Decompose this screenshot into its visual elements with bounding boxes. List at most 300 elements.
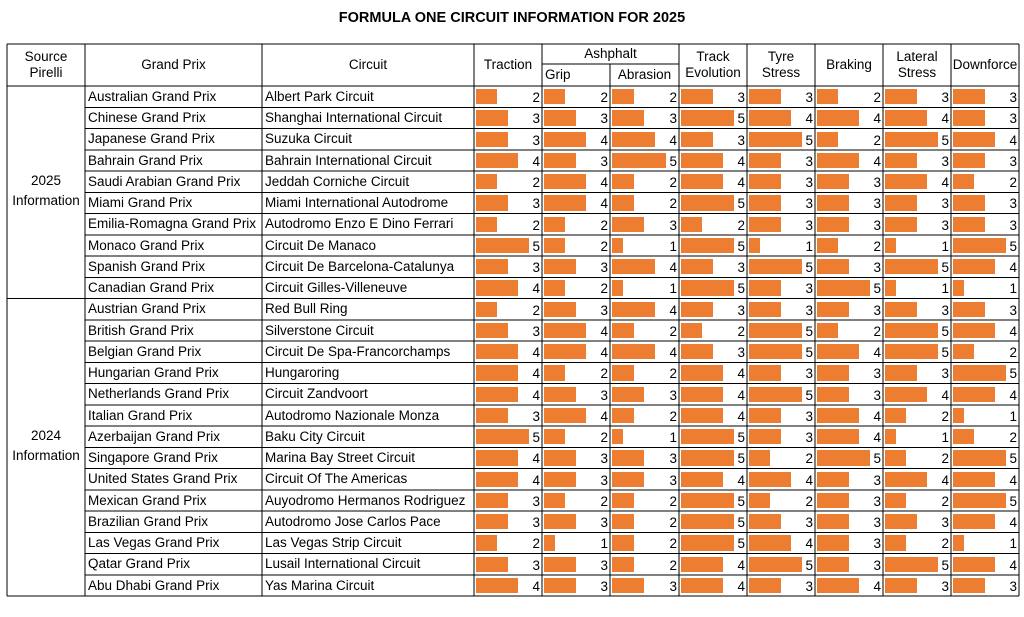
value-bar: [681, 89, 713, 104]
value-bar: [681, 535, 734, 550]
value-bar: [817, 238, 838, 253]
value-bar: [612, 302, 655, 317]
value-label: 3: [669, 451, 677, 467]
value-bar: [476, 153, 518, 168]
value-label: 4: [1009, 557, 1017, 573]
value-label: 4: [600, 345, 608, 360]
table-row-grand-prix: Abu Dhabi Grand Prix: [88, 577, 220, 593]
value-label: 2: [532, 90, 540, 105]
table-row-circuit: Auyodromo Hermanos Rodriguez: [265, 492, 466, 508]
value-label: 2: [600, 217, 608, 233]
value-bar: [612, 365, 634, 380]
value-label: 4: [737, 366, 745, 382]
value-bar: [681, 344, 713, 359]
value-label: 4: [669, 302, 677, 318]
value-bar: [817, 280, 870, 295]
table-row-circuit: Circuit Gilles-Villeneuve: [265, 280, 408, 296]
table-row-grand-prix: United States Grand Prix: [88, 471, 238, 487]
table-row-circuit: Marina Bay Street Circuit: [265, 450, 416, 466]
value-label: 3: [873, 260, 881, 275]
value-label: 2: [669, 493, 677, 509]
value-label: 2: [669, 557, 677, 573]
value-label: 3: [600, 111, 608, 127]
value-label: 4: [805, 536, 813, 552]
value-bar: [476, 259, 508, 274]
value-label: 4: [532, 451, 540, 467]
value-label: 4: [600, 175, 608, 190]
value-bar: [681, 280, 734, 295]
value-bar: [681, 493, 734, 508]
value-bar: [817, 450, 870, 465]
group-2025-line1: 2025: [30, 172, 62, 188]
value-label: 4: [600, 408, 608, 424]
value-label: 3: [737, 345, 745, 360]
value-label: 1: [805, 238, 813, 254]
header-tyre-line1: Tyre: [767, 48, 795, 64]
value-label: 4: [1009, 260, 1017, 275]
value-bar: [749, 344, 802, 359]
value-label: 3: [600, 302, 608, 318]
value-bar: [681, 429, 734, 444]
value-label: 2: [1009, 175, 1017, 190]
value-bar: [544, 535, 555, 550]
value-bar: [544, 132, 586, 147]
value-label: 3: [805, 175, 813, 190]
value-label: 5: [805, 132, 813, 148]
value-label: 3: [805, 578, 813, 594]
value-label: 4: [532, 387, 540, 403]
value-label: 3: [669, 387, 677, 403]
value-bar: [953, 174, 974, 189]
value-label: 5: [737, 111, 745, 127]
value-label: 4: [873, 111, 881, 127]
value-bar: [681, 387, 723, 402]
value-bar: [476, 174, 497, 189]
header-abrasion: Abrasion: [617, 66, 672, 82]
header-source-line2: Pirelli: [29, 65, 63, 80]
value-label: 2: [600, 366, 608, 382]
value-bar: [544, 514, 576, 529]
value-label: 3: [600, 515, 608, 530]
value-bar: [953, 259, 995, 274]
value-bar: [749, 302, 781, 317]
value-bar: [544, 153, 576, 168]
value-label: 5: [941, 345, 949, 360]
value-bar: [681, 450, 734, 465]
table-row-grand-prix: Las Vegas Grand Prix: [88, 535, 220, 551]
value-bar: [749, 280, 781, 295]
value-bar: [953, 110, 985, 125]
value-label: 1: [669, 430, 677, 445]
value-bar: [476, 217, 497, 232]
table-row-grand-prix: Canadian Grand Prix: [88, 280, 215, 296]
value-bar: [817, 217, 849, 232]
value-bar: [544, 89, 565, 104]
value-label: 2: [669, 536, 677, 552]
group-2024-line1: 2024: [30, 427, 62, 443]
value-bar: [476, 472, 518, 487]
header-asphalt: Ashphalt: [584, 45, 637, 61]
table-row-grand-prix: Monaco Grand Prix: [88, 237, 205, 253]
value-label: 3: [532, 515, 540, 530]
value-bar: [885, 323, 938, 338]
value-bar: [817, 387, 849, 402]
value-label: 2: [941, 451, 949, 467]
value-label: 3: [532, 493, 540, 509]
value-bar: [749, 132, 802, 147]
value-label: 1: [941, 281, 949, 297]
value-bar: [544, 302, 576, 317]
value-bar: [885, 472, 927, 487]
value-label: 2: [600, 90, 608, 105]
value-label: 3: [532, 260, 540, 275]
value-bar: [476, 238, 529, 253]
table-row-circuit: Circuit De Barcelona-Catalunya: [265, 258, 455, 274]
value-label: 3: [532, 408, 540, 424]
value-bar: [817, 110, 859, 125]
value-label: 4: [805, 111, 813, 127]
value-bar: [817, 174, 849, 189]
value-label: 4: [941, 387, 949, 403]
value-label: 4: [532, 345, 540, 360]
value-bar: [885, 259, 938, 274]
value-label: 5: [1009, 238, 1017, 254]
value-label: 3: [873, 217, 881, 233]
table-row-circuit: Autodromo Jose Carlos Pace: [265, 513, 441, 529]
table-row-circuit: Hungaroring: [265, 365, 340, 381]
value-label: 3: [600, 557, 608, 573]
value-label: 1: [1009, 408, 1017, 424]
value-label: 5: [1009, 451, 1017, 467]
table-row-grand-prix: Spanish Grand Prix: [88, 258, 206, 274]
header-grand-prix: Grand Prix: [141, 56, 206, 72]
table-row-grand-prix: Italian Grand Prix: [88, 407, 193, 423]
value-bar: [817, 344, 859, 359]
value-bar: [681, 323, 702, 338]
value-bar: [953, 323, 995, 338]
value-label: 5: [737, 430, 745, 445]
value-label: 3: [873, 493, 881, 509]
header-lateral-stress: [883, 44, 951, 86]
value-bar: [612, 344, 655, 359]
value-bar: [817, 323, 838, 338]
value-label: 1: [669, 281, 677, 297]
value-label: 3: [600, 387, 608, 403]
value-label: 1: [941, 238, 949, 254]
value-label: 3: [532, 196, 540, 212]
value-label: 5: [737, 536, 745, 552]
value-label: 2: [669, 90, 677, 105]
table-row-grand-prix: Austrian Grand Prix: [88, 301, 206, 317]
header-lateral-line2: Stress: [897, 65, 937, 80]
value-label: 1: [1009, 536, 1017, 552]
value-label: 4: [600, 132, 608, 148]
value-bar: [681, 153, 723, 168]
value-label: 5: [873, 451, 881, 467]
value-bar: [544, 387, 576, 402]
value-bar: [544, 238, 565, 253]
value-bar: [476, 110, 508, 125]
value-bar: [953, 450, 1006, 465]
value-label: 3: [600, 578, 608, 594]
value-bar: [885, 280, 896, 295]
value-label: 5: [669, 153, 677, 169]
value-label: 2: [805, 493, 813, 509]
table-row-circuit: Red Bull Ring: [265, 301, 348, 317]
value-label: 5: [805, 260, 813, 275]
header-traction: Traction: [483, 56, 533, 72]
value-label: 3: [532, 323, 540, 339]
value-label: 4: [600, 323, 608, 339]
value-label: 5: [805, 557, 813, 573]
table-row-grand-prix: Bahrain Grand Prix: [88, 152, 203, 168]
value-label: 4: [941, 175, 949, 190]
table-row-circuit: Bahrain International Circuit: [265, 152, 432, 168]
table-row-circuit: Circuit De Spa-Francorchamps: [265, 343, 451, 359]
table-row-grand-prix: Qatar Grand Prix: [88, 556, 191, 572]
value-bar: [885, 514, 917, 529]
table-row-circuit: Autodromo Enzo E Dino Ferrari: [265, 216, 454, 232]
value-label: 5: [737, 515, 745, 530]
value-bar: [817, 259, 849, 274]
value-bar: [953, 408, 964, 423]
value-bar: [476, 344, 518, 359]
value-bar: [817, 493, 849, 508]
value-bar: [817, 578, 859, 593]
value-bar: [612, 408, 634, 423]
value-label: 4: [737, 472, 745, 488]
value-bar: [476, 89, 497, 104]
value-bar: [681, 217, 702, 232]
value-label: 4: [873, 430, 881, 445]
value-label: 4: [669, 132, 677, 148]
value-label: 5: [737, 238, 745, 254]
value-label: 3: [941, 196, 949, 212]
value-bar: [681, 259, 713, 274]
value-bar: [885, 302, 917, 317]
value-bar: [612, 323, 634, 338]
value-bar: [612, 514, 634, 529]
header-source: [7, 44, 85, 86]
value-bar: [817, 535, 849, 550]
table-row-circuit: Shanghai International Circuit: [265, 110, 443, 126]
value-label: 3: [873, 196, 881, 212]
value-label: 4: [805, 472, 813, 488]
header-circuit: Circuit: [348, 56, 388, 72]
value-label: 4: [737, 557, 745, 573]
value-bar: [885, 535, 906, 550]
value-bar: [612, 387, 644, 402]
group-2024-information: [7, 296, 85, 596]
header-braking: Braking: [826, 56, 872, 72]
value-label: 4: [1009, 472, 1017, 488]
value-label: 2: [805, 451, 813, 467]
value-bar: [544, 323, 586, 338]
value-label: 3: [941, 366, 949, 382]
value-bar: [612, 217, 644, 232]
value-label: 3: [805, 217, 813, 233]
table-row-grand-prix: Hungarian Grand Prix: [88, 365, 219, 381]
value-label: 4: [737, 153, 745, 169]
value-label: 3: [532, 557, 540, 573]
group-2025-line2: Information: [12, 193, 80, 208]
value-label: 1: [600, 536, 608, 552]
value-label: 3: [941, 515, 949, 530]
value-label: 4: [669, 260, 677, 275]
value-label: 3: [1009, 196, 1017, 212]
value-label: 3: [737, 90, 745, 105]
value-label: 4: [1009, 132, 1017, 148]
value-bar: [953, 387, 995, 402]
table-row-grand-prix: Chinese Grand Prix: [88, 110, 206, 126]
value-bar: [953, 132, 995, 147]
value-bar: [612, 238, 623, 253]
header-source-line1: Source: [24, 48, 68, 64]
value-bar: [953, 280, 964, 295]
value-bar: [612, 578, 644, 593]
value-label: 2: [600, 493, 608, 509]
value-bar: [612, 132, 655, 147]
value-bar: [681, 514, 734, 529]
value-bar: [885, 429, 896, 444]
value-bar: [749, 89, 781, 104]
value-bar: [612, 450, 644, 465]
value-bar: [953, 302, 985, 317]
value-bar: [749, 429, 781, 444]
value-bar: [612, 89, 634, 104]
value-label: 3: [669, 578, 677, 594]
value-label: 3: [669, 111, 677, 127]
value-label: 5: [1009, 366, 1017, 382]
value-bar: [749, 535, 791, 550]
value-bar: [817, 408, 859, 423]
value-label: 3: [941, 302, 949, 318]
value-bar: [885, 238, 896, 253]
value-bar: [612, 195, 634, 210]
table-row-circuit: Baku City Circuit: [265, 428, 365, 444]
value-label: 5: [737, 196, 745, 212]
value-label: 3: [805, 196, 813, 212]
value-bar: [817, 365, 849, 380]
value-label: 3: [600, 472, 608, 488]
value-label: 3: [532, 132, 540, 148]
value-label: 2: [941, 536, 949, 552]
value-bar: [681, 238, 734, 253]
value-bar: [612, 259, 655, 274]
value-bar: [953, 557, 995, 572]
value-bar: [749, 387, 802, 402]
value-bar: [749, 557, 802, 572]
group-2025-information: [7, 86, 85, 296]
table-row-grand-prix: Japanese Grand Prix: [88, 131, 215, 147]
value-bar: [953, 472, 995, 487]
value-label: 4: [532, 281, 540, 297]
table-row-grand-prix: Saudi Arabian Grand Prix: [88, 173, 241, 189]
table-row-circuit: Lusail International Circuit: [265, 556, 421, 572]
value-bar: [749, 195, 781, 210]
value-label: 3: [873, 387, 881, 403]
value-bar: [544, 174, 586, 189]
value-label: 4: [669, 345, 677, 360]
value-bar: [544, 557, 576, 572]
value-label: 4: [532, 578, 540, 594]
value-label: 2: [941, 493, 949, 509]
value-label: 4: [737, 578, 745, 594]
value-bar: [817, 514, 849, 529]
header-downforce: Downforce: [952, 56, 1018, 72]
value-bar: [749, 259, 802, 274]
table-row-circuit: Albert Park Circuit: [265, 88, 374, 104]
value-bar: [953, 217, 985, 232]
value-label: 5: [1009, 493, 1017, 509]
value-bar: [749, 217, 781, 232]
table-row-circuit: Circuit Of The Americas: [265, 471, 408, 487]
value-label: 3: [805, 90, 813, 105]
value-label: 4: [532, 472, 540, 488]
value-bar: [476, 195, 508, 210]
value-label: 2: [873, 238, 881, 254]
value-label: 3: [805, 430, 813, 445]
value-label: 3: [873, 536, 881, 552]
value-label: 2: [669, 196, 677, 212]
value-bar: [885, 344, 938, 359]
value-label: 4: [737, 387, 745, 403]
value-bar: [681, 408, 723, 423]
table-row-circuit: Yas Marina Circuit: [265, 577, 375, 593]
value-label: 3: [873, 175, 881, 190]
table-title: FORMULA ONE CIRCUIT INFORMATION FOR 2025: [338, 10, 686, 26]
table-row-grand-prix: Brazilian Grand Prix: [88, 513, 209, 529]
value-bar: [749, 153, 781, 168]
header-track-evolution: [679, 44, 747, 86]
value-label: 4: [600, 196, 608, 212]
value-bar: [476, 302, 497, 317]
value-bar: [749, 450, 770, 465]
value-label: 3: [669, 472, 677, 488]
value-bar: [885, 174, 927, 189]
table-row-grand-prix: Netherlands Grand Prix: [88, 386, 230, 402]
value-label: 3: [941, 90, 949, 105]
value-bar: [749, 578, 781, 593]
value-bar: [953, 365, 1006, 380]
value-bar: [612, 174, 634, 189]
value-bar: [885, 450, 906, 465]
value-label: 2: [600, 281, 608, 297]
value-bar: [544, 259, 576, 274]
group-2024-line2: Information: [12, 448, 80, 463]
value-bar: [544, 493, 565, 508]
value-label: 5: [873, 281, 881, 297]
value-bar: [885, 195, 917, 210]
value-bar: [544, 280, 565, 295]
value-bar: [681, 195, 734, 210]
value-bar: [476, 387, 518, 402]
value-label: 3: [600, 153, 608, 169]
value-bar: [476, 365, 518, 380]
value-label: 3: [805, 153, 813, 169]
value-bar: [544, 217, 565, 232]
table-row-circuit: Las Vegas Strip Circuit: [265, 535, 402, 551]
value-label: 3: [805, 281, 813, 297]
value-label: 1: [1009, 281, 1017, 297]
value-label: 1: [941, 430, 949, 445]
value-bar: [476, 514, 508, 529]
value-label: 5: [532, 238, 540, 254]
value-bar: [953, 89, 985, 104]
value-label: 5: [941, 323, 949, 339]
value-label: 3: [1009, 578, 1017, 594]
value-bar: [885, 365, 917, 380]
